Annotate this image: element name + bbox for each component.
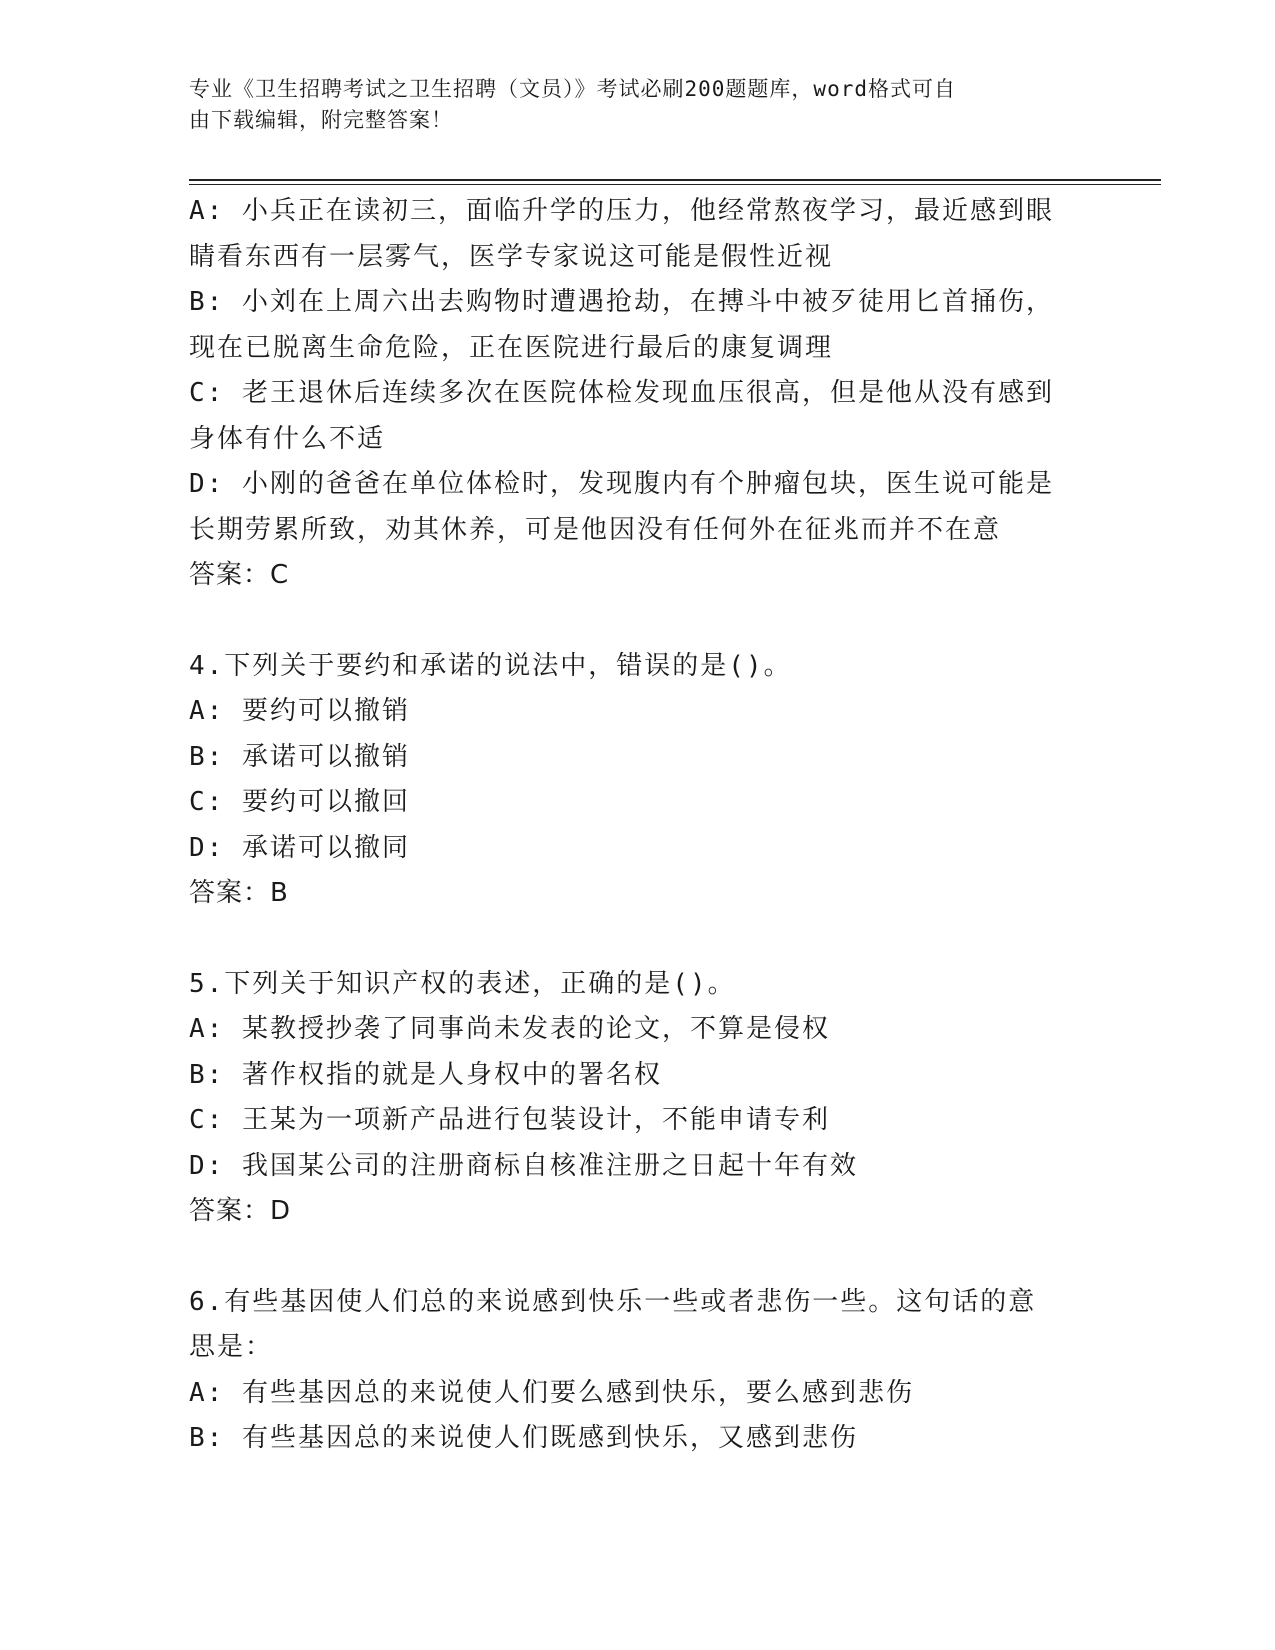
q5-stem: 5.下列关于知识产权的表述，正确的是()。	[189, 968, 736, 999]
q3-option-a-line-1: A: 小兵正在读初三，面临升学的压力，他经常熬夜学习，最近感到眼	[189, 196, 1054, 226]
document-header	[189, 74, 1069, 136]
spacer	[189, 917, 1089, 962]
q3-option-a-line-2: 睛看东西有一层雾气，医学专家说这可能是假性近视	[189, 241, 834, 272]
q3-option-b-line-2: 现在已脱离生命危险，正在医院进行最后的康复调理	[189, 332, 834, 363]
q3-answer: 答案：C	[189, 560, 290, 590]
q6-option-b: B: 有些基因总的来说使人们既感到快乐，又感到悲伤	[189, 1423, 858, 1453]
q4-option-c: C: 要约可以撤回	[189, 787, 410, 817]
header-line-1: 专业《卫生招聘考试之卫生招聘（文员）》考试必刷200题题库，word格式可自	[189, 77, 956, 101]
q5-option-c: C: 王某为一项新产品进行包装设计，不能申请专利	[189, 1105, 830, 1135]
header-line-2: 由下载编辑，附完整答案！	[189, 108, 453, 132]
q3-option-d-line-1: D: 小刚的爸爸在单位体检时，发现腹内有个肿瘤包块，医生说可能是	[189, 469, 1054, 499]
document-body	[189, 189, 1089, 1462]
q6-option-a: A: 有些基因总的来说使人们要么感到快乐，要么感到悲伤	[189, 1377, 914, 1408]
q4-answer: 答案：B	[189, 878, 289, 908]
q4-option-b: B: 承诺可以撤销	[189, 741, 410, 772]
spacer	[189, 599, 1089, 644]
q6-stem-line-1: 6.有些基因使人们总的来说感到快乐一些或者悲伤一些。这句话的意	[189, 1286, 1037, 1317]
header-divider-thin	[189, 184, 1161, 185]
q6-stem-line-2: 思是：	[189, 1332, 274, 1362]
q5-option-b: B: 著作权指的就是人身权中的署名权	[189, 1059, 662, 1090]
question-6	[189, 1280, 1089, 1462]
q5-option-d: D: 我国某公司的注册商标自核准注册之日起十年有效	[189, 1150, 858, 1181]
header-divider-thick	[189, 179, 1161, 181]
q4-option-d: D: 承诺可以撤同	[189, 832, 410, 863]
question-4	[189, 644, 1089, 917]
q3-option-d-line-2: 长期劳累所致，劝其休养，可是他因没有任何外在征兆而并不在意	[189, 514, 1002, 545]
q3-option-c-line-1: C: 老王退休后连续多次在医院体检发现血压很高，但是他从没有感到	[189, 378, 1054, 408]
q5-answer: 答案：D	[189, 1196, 292, 1226]
q3-option-c-line-2: 身体有什么不适	[189, 423, 386, 454]
question-5	[189, 962, 1089, 1235]
spacer	[189, 1235, 1089, 1280]
question-3-options	[189, 189, 1089, 599]
q4-stem: 4.下列关于要约和承诺的说法中，错误的是()。	[189, 650, 792, 681]
q4-option-a: A: 要约可以撤销	[189, 696, 410, 726]
q3-option-b-line-1: B: 小刘在上周六出去购物时遭遇抢劫，在搏斗中被歹徒用匕首捅伤，	[189, 287, 1054, 317]
q5-option-a: A: 某教授抄袭了同事尚未发表的论文，不算是侵权	[189, 1014, 830, 1044]
